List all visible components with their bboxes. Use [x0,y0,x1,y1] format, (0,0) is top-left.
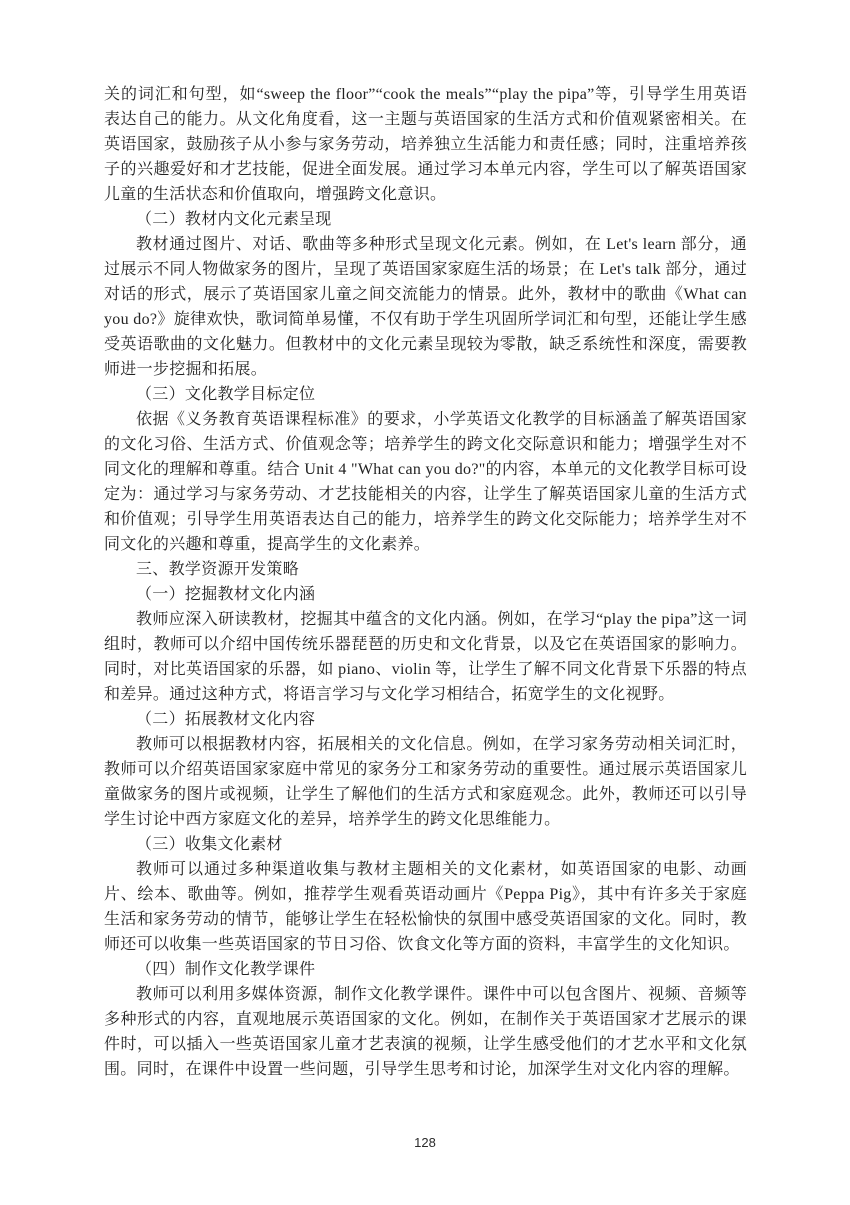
page-footer [0,1134,850,1152]
section-heading: （三）文化教学目标定位 [136,386,316,403]
section-heading: （一）挖掘教材文化内涵 [136,586,316,603]
section-heading: （四）制作文化教学课件 [136,961,316,978]
body-paragraph: 教材通过图片、对话、歌曲等多种形式呈现文化元素。例如，在 Let's learn 部分，通过展示不同人物做家务的图片，呈现了英语国家家庭生活的场景；在 Let's talk 部分，通过对话的形式，展示了英语国家儿童之间交流能力的情景。此外，教材中的歌曲《What can you do?》旋律欢快，歌词简单易懂，不仅有助于学生巩固所学词汇和句型，还能让学生感受英语歌曲的文化魅力。但教材中的文化元素呈现较为零散，缺乏系统性和深度，需要教师进一步挖掘和拓展。 [104,236,747,378]
section-heading: （二）拓展教材文化内容 [136,711,316,728]
body-paragraph: 教师可以利用多媒体资源，制作文化教学课件。课件中可以包含图片、视频、音频等多种形式的内容，直观地展示英语国家的文化。例如，在制作关于英语国家才艺展示的课件时，可以插入一些英语国家儿童才艺表演的视频，让学生感受他们的才艺水平和文化氛围。同时，在课件中设置一些问题，引导学生思考和讨论，加深学生对文化内容的理解。 [104,986,747,1078]
body-paragraph: 教师应深入研读教材，挖掘其中蕴含的文化内涵。例如，在学习“play the pipa”这一词组时，教师可以介绍中国传统乐器琵琶的历史和文化背景，以及它在英语国家的影响力。同时，对比英语国家的乐器，如 piano、violin 等，让学生了解不同文化背景下乐器的特点和差异。通过这种方式，将语言学习与文化学习相结合，拓宽学生的文化视野。 [104,611,747,703]
body-paragraph: 教师可以通过多种渠道收集与教材主题相关的文化素材，如英语国家的电影、动画片、绘本、歌曲等。例如，推荐学生观看英语动画片《Peppa Pig》，其中有许多关于家庭生活和家务劳动的情节，能够让学生在轻松愉快的氛围中感受英语国家的文化。同时，教师还可以收集一些英语国家的节日习俗、饮食文化等方面的资料，丰富学生的文化知识。 [104,861,747,953]
page-number: 128 [414,1135,436,1150]
document-content [104,82,747,1082]
body-paragraph: 教师可以根据教材内容，拓展相关的文化信息。例如，在学习家务劳动相关词汇时，教师可以介绍英语国家家庭中常见的家务分工和家务劳动的重要性。通过展示英语国家儿童做家务的图片或视频，让学生了解他们的生活方式和家庭观念。此外，教师还可以引导学生讨论中西方家庭文化的差异，培养学生的跨文化思维能力。 [104,736,747,828]
body-paragraph: 关的词汇和句型，如“sweep the floor”“cook the meals”“play the pipa”等，引导学生用英语表达自己的能力。从文化角度看，这一主题与英语国家的生活方式和价值观紧密相关。在英语国家，鼓励孩子从小参与家务劳动，培养独立生活能力和责任感；同时，注重培养孩子的兴趣爱好和才艺技能，促进全面发展。通过学习本单元内容，学生可以了解英语国家儿童的生活状态和价值取向，增强跨文化意识。 [104,86,747,203]
section-heading: （三）收集文化素材 [136,836,283,853]
section-heading: （二）教材内文化元素呈现 [136,211,332,228]
section-heading: 三、教学资源开发策略 [136,561,300,578]
body-paragraph: 依据《义务教育英语课程标准》的要求，小学英语文化教学的目标涵盖了解英语国家的文化习俗、生活方式、价值观念等；培养学生的跨文化交际意识和能力；增强学生对不同文化的理解和尊重。结合 Unit 4 "What can you do?"的内容，本单元的文化教学目标可设定为：通过学习与家务劳动、才艺技能相关的内容，让学生了解英语国家儿童的生活方式和价值观；引导学生用英语表达自己的能力，培养学生的跨文化交际能力；培养学生对不同文化的兴趣和尊重，提高学生的文化素养。 [104,411,747,553]
